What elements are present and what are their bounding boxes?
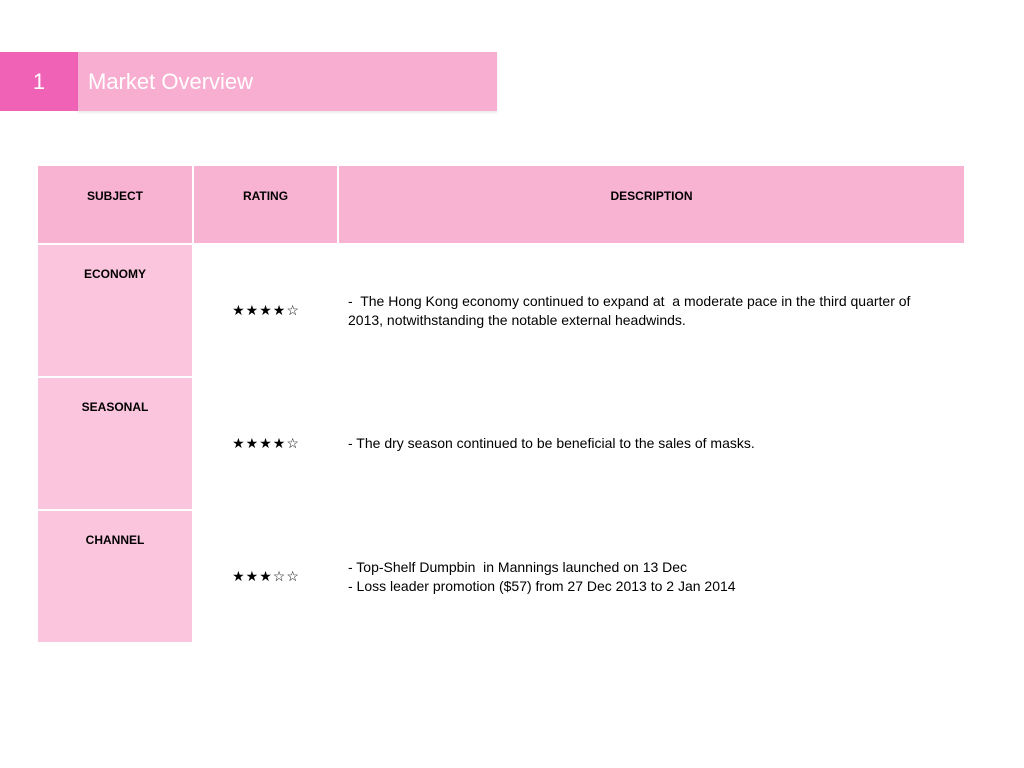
table-row — [38, 510, 964, 643]
section-title: Market Overview — [78, 52, 497, 111]
description-cell — [338, 244, 964, 377]
subject-cell: ECONOMY — [38, 244, 193, 377]
column-header-subject: SUBJECT — [38, 166, 193, 244]
star-rating: ★★★★☆ — [193, 377, 338, 510]
market-overview-table — [38, 166, 964, 644]
section-number: 1 — [0, 52, 78, 111]
column-header-description: DESCRIPTION — [338, 166, 964, 244]
description-line: - Loss leader promotion ($57) from 27 Dec 2013 to 2 Jan 2014 — [348, 577, 736, 594]
table-header-row — [38, 166, 964, 244]
description-cell — [338, 510, 964, 643]
star-rating: ★★★★☆ — [193, 244, 338, 377]
column-header-rating: RATING — [193, 166, 338, 244]
description-line: - The dry season continued to be beneficial to the sales of masks. — [348, 435, 755, 451]
section-header — [0, 52, 497, 111]
description-line: - The Hong Kong economy continued to expand at a moderate pace in the third quarter of 2013, notwithstanding the notable external headwinds. — [348, 292, 915, 328]
table-row — [38, 377, 964, 510]
table-row — [38, 244, 964, 377]
subject-cell: CHANNEL — [38, 510, 193, 643]
description-cell — [338, 377, 964, 510]
subject-cell: SEASONAL — [38, 377, 193, 510]
description-line: - Top-Shelf Dumpbin in Mannings launched on 13 Dec — [348, 558, 688, 575]
star-rating: ★★★☆☆ — [193, 510, 338, 643]
